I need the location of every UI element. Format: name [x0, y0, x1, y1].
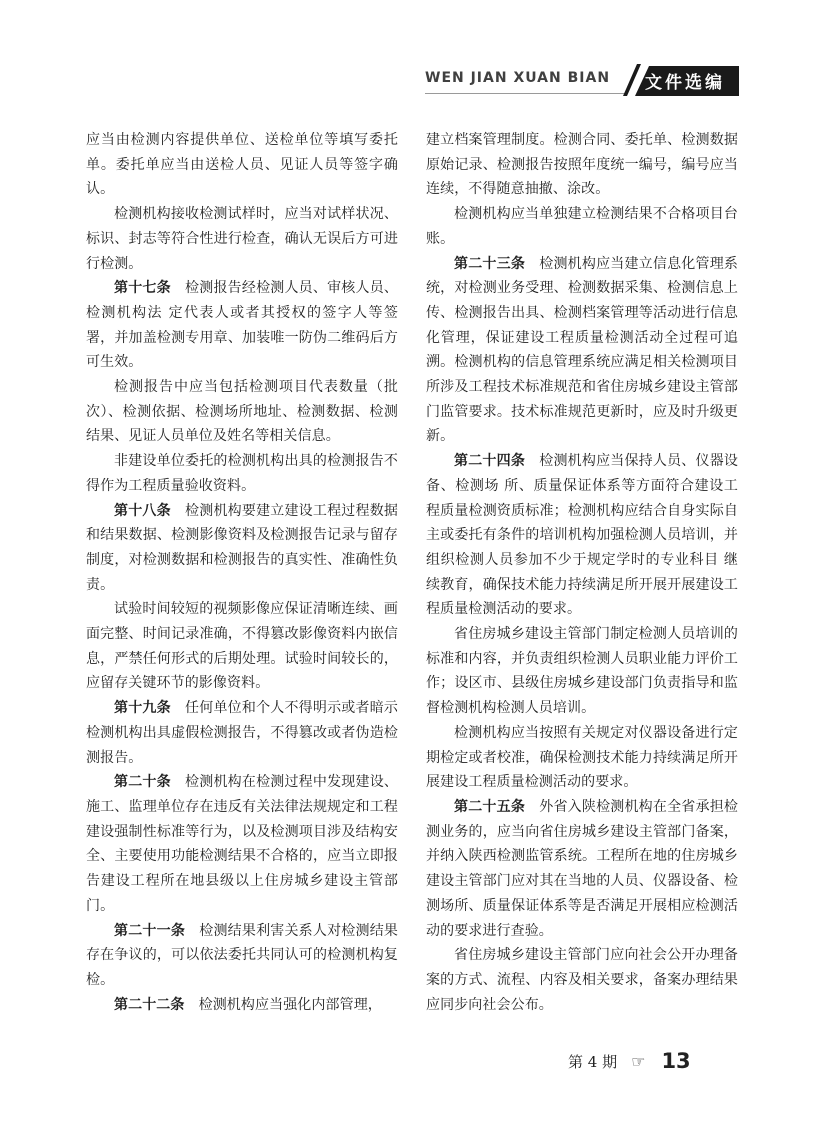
- paragraph-text: 建立档案管理制度。检测合同、委托单、检测数据原始记录、检测报告按照年度统一编号，编号应当连续，不得随意抽撤、涂改。: [426, 132, 738, 198]
- page-number: 13: [661, 1049, 691, 1073]
- paragraph: [86, 993, 398, 1018]
- paragraph-text: 检测结果利害关系人对检测结果存在争议的，可以依法委托共同认可的检测机构复检。: [86, 922, 399, 988]
- header-rule: [425, 93, 625, 94]
- article-number: 第二十三条: [454, 255, 526, 272]
- paragraph-text: 任何单位和个人不得明示或者暗示检测机构出具虚假检测报告，不得篡改或者伪造检测报告。: [86, 700, 399, 766]
- paragraph: [426, 128, 738, 202]
- paragraph-text: 检测机构应当单独建立检测结果不合格项目台账。: [426, 206, 738, 247]
- paragraph-text: 省住房城乡建设主管部门应向社会公开办理备案的方式、流程、内容及相关要求，备案办理结果应同步向社会公布。: [426, 947, 738, 1013]
- paragraph: [86, 449, 398, 498]
- paragraph-text: 检测机构要建立建设工程过程数据和结果数据、检测影像资料及检测报告记录与留存制度，对检测数据和检测报告的真实性、准确性负责。: [86, 502, 399, 593]
- paragraph-text: 检测机构接收检测试样时，应当对试样状况、标识、封志等符合性进行检查，确认无误后方可进行检测。: [86, 206, 398, 272]
- article-number: 第二十一条: [114, 922, 186, 939]
- paragraph-text: 试验时间较短的视频影像应保证清晰连续、画面完整、时间记录准确，不得篡改影像资料内嵌信息，严禁任何形式的后期处理。试验时间较长的，应留存关键环节的影像资料。: [86, 601, 398, 692]
- paragraph-text: 检测报告中应当包括检测项目代表数量（批次）、检测依据、检测场所地址、检测数据、检测结果、见证人员单位及姓名等相关信息。: [86, 379, 398, 445]
- paragraph: [86, 499, 398, 598]
- page-header: [0, 0, 839, 110]
- paragraph: [86, 597, 398, 696]
- left-column: [86, 128, 398, 1017]
- paragraph-text: 应当由检测内容提供单位、送检单位等填写委托单。委托单应当由送检人员、见证人员等签字确认。: [86, 132, 398, 198]
- paragraph: [426, 622, 738, 721]
- paragraph-text: 检测机构在检测过程中发现建设、施工、监理单位存在违反有关法律法规规定和工程建设强制性标准等行为，以及检测项目涉及结构安全、主要使用功能检测结果不合格的，应当立即报告建设工程所在地县级以上住房城乡建设主管部门。: [86, 774, 399, 914]
- paragraph: [426, 202, 738, 251]
- page-footer: [568, 1046, 748, 1076]
- paragraph: [86, 696, 398, 770]
- paragraph: [86, 202, 398, 276]
- paragraph-text: 非建设单位委托的检测机构出具的检测报告不得作为工程质量验收资料。: [86, 453, 398, 494]
- paragraph-text: 外省入陕检测机构在全省承担检测业务的，应当向省住房城乡建设主管部门备案，并纳入陕西检测监管系统。工程所在地的住房城乡建设主管部门应对其在当地的人员、仪器设备、检测场所、质量保证体系等是否满足开展相应检测活动的要求进行查验。: [426, 798, 739, 939]
- paragraph-text: 检测机构应当建立信息化管理系统，对检测业务受理、检测数据采集、检测信息上传、检测报告出具、检测档案管理等活动进行信息化管理，保证建设工程质量检测活动全过程可追溯。检测机构的信息管理系统应满足相关检测项目所涉及工程技术标准规范和省住房城乡建设主管部门监管要求。技术标准规范更新时，应及时升级更新。: [426, 255, 739, 445]
- paragraph: [426, 252, 738, 450]
- paragraph-text: 检测报告经检测人员、审核人员、检测机构法 定代表人或者其授权的签字人等签署，并加盖检测专用章、加装唯一防伪二维码后方可生效。: [86, 280, 399, 371]
- paragraph: [86, 919, 398, 993]
- article-number: 第二十条: [114, 774, 171, 791]
- paragraph: [426, 943, 738, 1017]
- right-column: [426, 128, 738, 1017]
- paragraph: [426, 721, 738, 795]
- paragraph-text: 检测机构应当按照有关规定对仪器设备进行定期检定或者校准，确保检测技术能力持续满足所开展建设工程质量检测活动的要求。: [426, 724, 738, 791]
- issue-number: 第 4 期: [568, 1052, 618, 1071]
- article-number: 第二十二条: [114, 996, 185, 1013]
- paragraph: [86, 375, 398, 449]
- article-number: 第十八条: [114, 502, 171, 519]
- article-number: 第二十四条: [454, 453, 526, 470]
- paragraph-text: 省住房城乡建设主管部门制定检测人员培训的标准和内容，并负责组织检测人员职业能力评价工作；设区市、县级住房城乡建设部门负责指导和监督检测机构检测人员培训。: [426, 626, 738, 717]
- paragraph: [86, 770, 398, 918]
- section-title: 文件选编: [645, 73, 725, 93]
- article-number: 第二十五条: [454, 798, 526, 815]
- article-number: 第十七条: [114, 280, 171, 297]
- article-number: 第十九条: [114, 700, 171, 717]
- paragraph: [426, 795, 738, 943]
- paragraph: [86, 276, 398, 375]
- pointing-hand-icon: ☞: [631, 1051, 646, 1071]
- paragraph-text: 检测机构应当保持人员、仪器设备、检测场 所、质量保证体系等方面符合建设工程质量检测资质标准；检测机构应结合自身实际自主或委托有条件的培训机构加强检测人员培训，并组织检测人员参加不少于规定学时的专业科目 继续教育，确保技术能力持续满足所开展开展建设工程质量检测活动的要求。: [426, 453, 739, 618]
- section-pinyin: WEN JIAN XUAN BIAN: [425, 70, 611, 86]
- paragraph-text: 检测机构应当强化内部管理，: [198, 996, 382, 1013]
- paragraph: [426, 449, 738, 622]
- paragraph: [86, 128, 398, 202]
